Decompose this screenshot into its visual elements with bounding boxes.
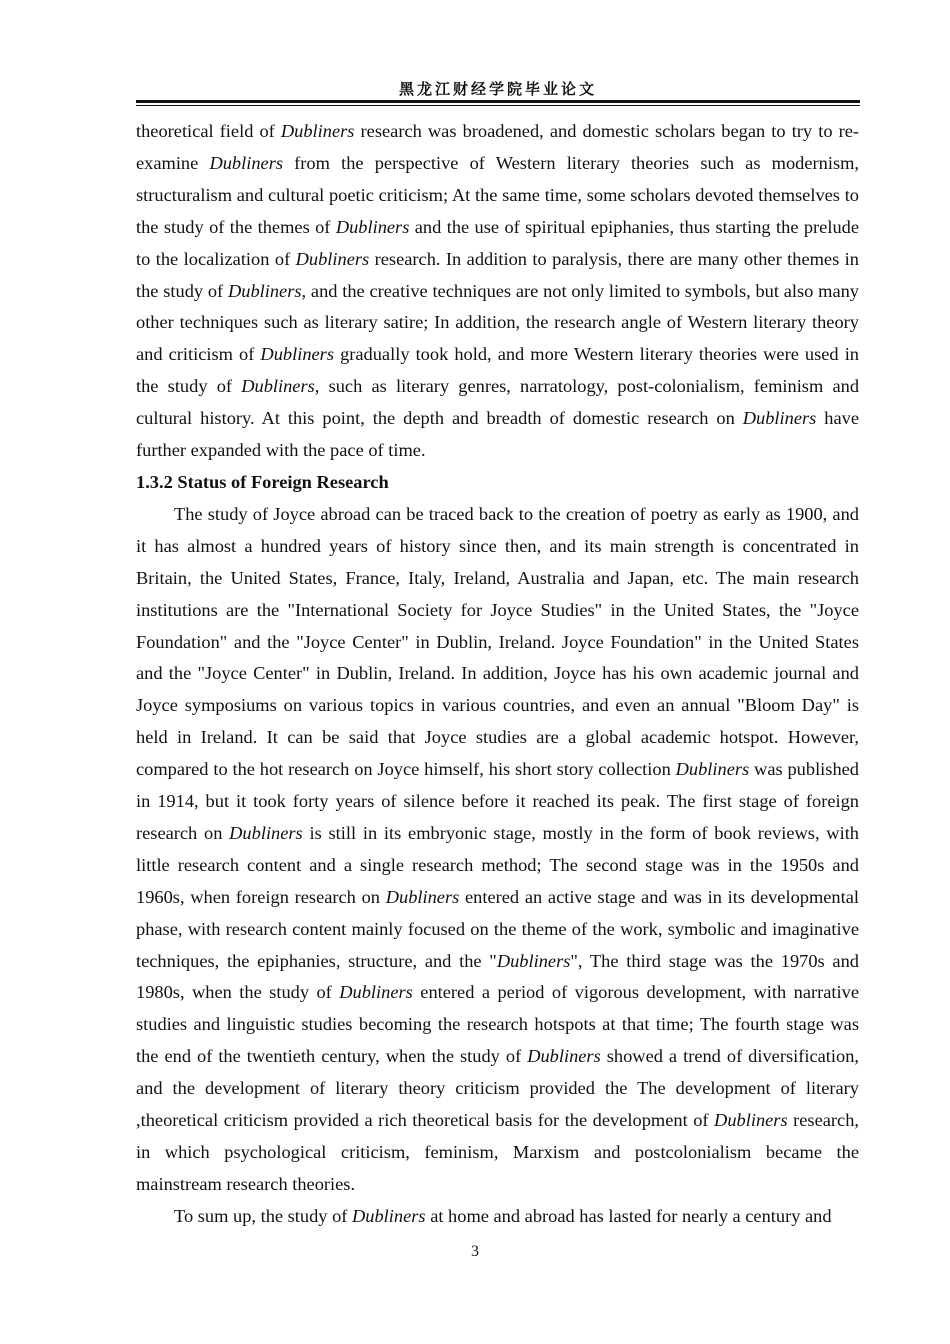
italic-title: Dubliners — [742, 408, 817, 429]
italic-title: Dubliners — [260, 344, 334, 365]
header-rule-thick — [136, 100, 860, 103]
italic-title: Dubliners — [209, 152, 284, 173]
italic-title: Dubliners — [385, 886, 460, 907]
header-rule-thin — [136, 105, 860, 106]
italic-title: Dubliners — [295, 248, 370, 269]
paragraph-domestic-research: theoretical field of Dubliners research was broadened, and domestic scholars began to try to re-examine Dubliners from the perspective of Western literary theories such as modernism, structuralism and cultural poetic criticism; At the same time, some scholars devoted themselves to the study of the themes of Dubliners and the use of spiritual epiphanies, thus starting the prelude to the localization of Dubliners research. In addition to paralysis, there are many other themes in the study of Dubliners, and the creative techniques are not only limited to symbols, but also many other techniques such as literary satire; In addition, the research angle of Western literary theory and criticism of Dubliners gradually took hold, and more Western literary theories were used in the study of Dubliners, such as literary genres, narratology, post-colonialism, feminism and cultural history. At this point, the depth and breadth of domestic research on Dubliners have further expanded with the pace of time. — [136, 121, 860, 461]
italic-title: Dubliners — [527, 1046, 601, 1067]
page-header-title: 黑龙江财经学院毕业论文 — [398, 80, 597, 98]
italic-title: Dubliners — [352, 1205, 426, 1226]
italic-title: Dubliners — [280, 121, 355, 141]
document-body — [136, 116, 859, 1233]
italic-title: Dubliners — [227, 280, 302, 301]
italic-title: Dubliners — [675, 759, 750, 780]
page-number: 3 — [471, 1243, 479, 1260]
italic-title: Dubliners — [339, 982, 413, 1003]
paragraph-foreign-research: The study of Joyce abroad can be traced back to the creation of poetry as early as 1900, and it has almost a hundred years of history since then, and its main strength is concentrated in Britain, the United States, France, Italy, Ireland, Australia and Japan, etc. The main research institutions are the "International Society for Joyce Studies" in the United States, the "Joyce Foundation" and the "Joyce Center" in Dublin, Ireland. Joyce Foundation" in the United States and the "Joyce Center" in Dublin, Ireland. In addition, Joyce has his own academic journal and Joyce symposiums on various topics in various countries, and even an annual "Bloom Day" is held in Ireland. It can be said that Joyce studies are a global academic hotspot. However, compared to the hot research on Joyce himself, his short story collection Dubliners was published in 1914, but it took forty years of silence before it reached its peak. The first stage of foreign research on Dubliners is still in its embryonic stage, mostly in the form of book reviews, with little research content and a single research method; The second stage was in the 1950s and 1960s, when foreign research on Dubliners entered an active stage and was in its developmental phase, with research content mainly focused on the theme of the work, symbolic and imaginative techniques, the epiphanies, structure, and the "Dubliners", The third stage was the 1970s and 1980s, when the study of Dubliners entered a period of vigorous development, with narrative studies and linguistic studies becoming the research hotspots at that time; The fourth stage was the end of the twentieth century, when the study of Dubliners showed a trend of diversification, and the development of literary theory criticism provided the The development of literary ,theoretical criticism provided a rich theoretical basis for the development of Dubliners research, in which psychological criticism, feminism, Marxism and postcolonialism became the mainstream research theories. — [136, 503, 860, 1194]
paragraph-summary: To sum up, the study of Dubliners at home and abroad has lasted for nearly a century and — [174, 1205, 832, 1226]
italic-title: Dubliners — [496, 950, 571, 971]
italic-title: Dubliners — [229, 822, 303, 843]
section-heading: 1.3.2 Status of Foreign Research — [136, 471, 389, 492]
italic-title: Dubliners — [335, 216, 410, 237]
italic-title: Dubliners — [714, 1110, 788, 1131]
italic-title: Dubliners — [241, 376, 315, 397]
